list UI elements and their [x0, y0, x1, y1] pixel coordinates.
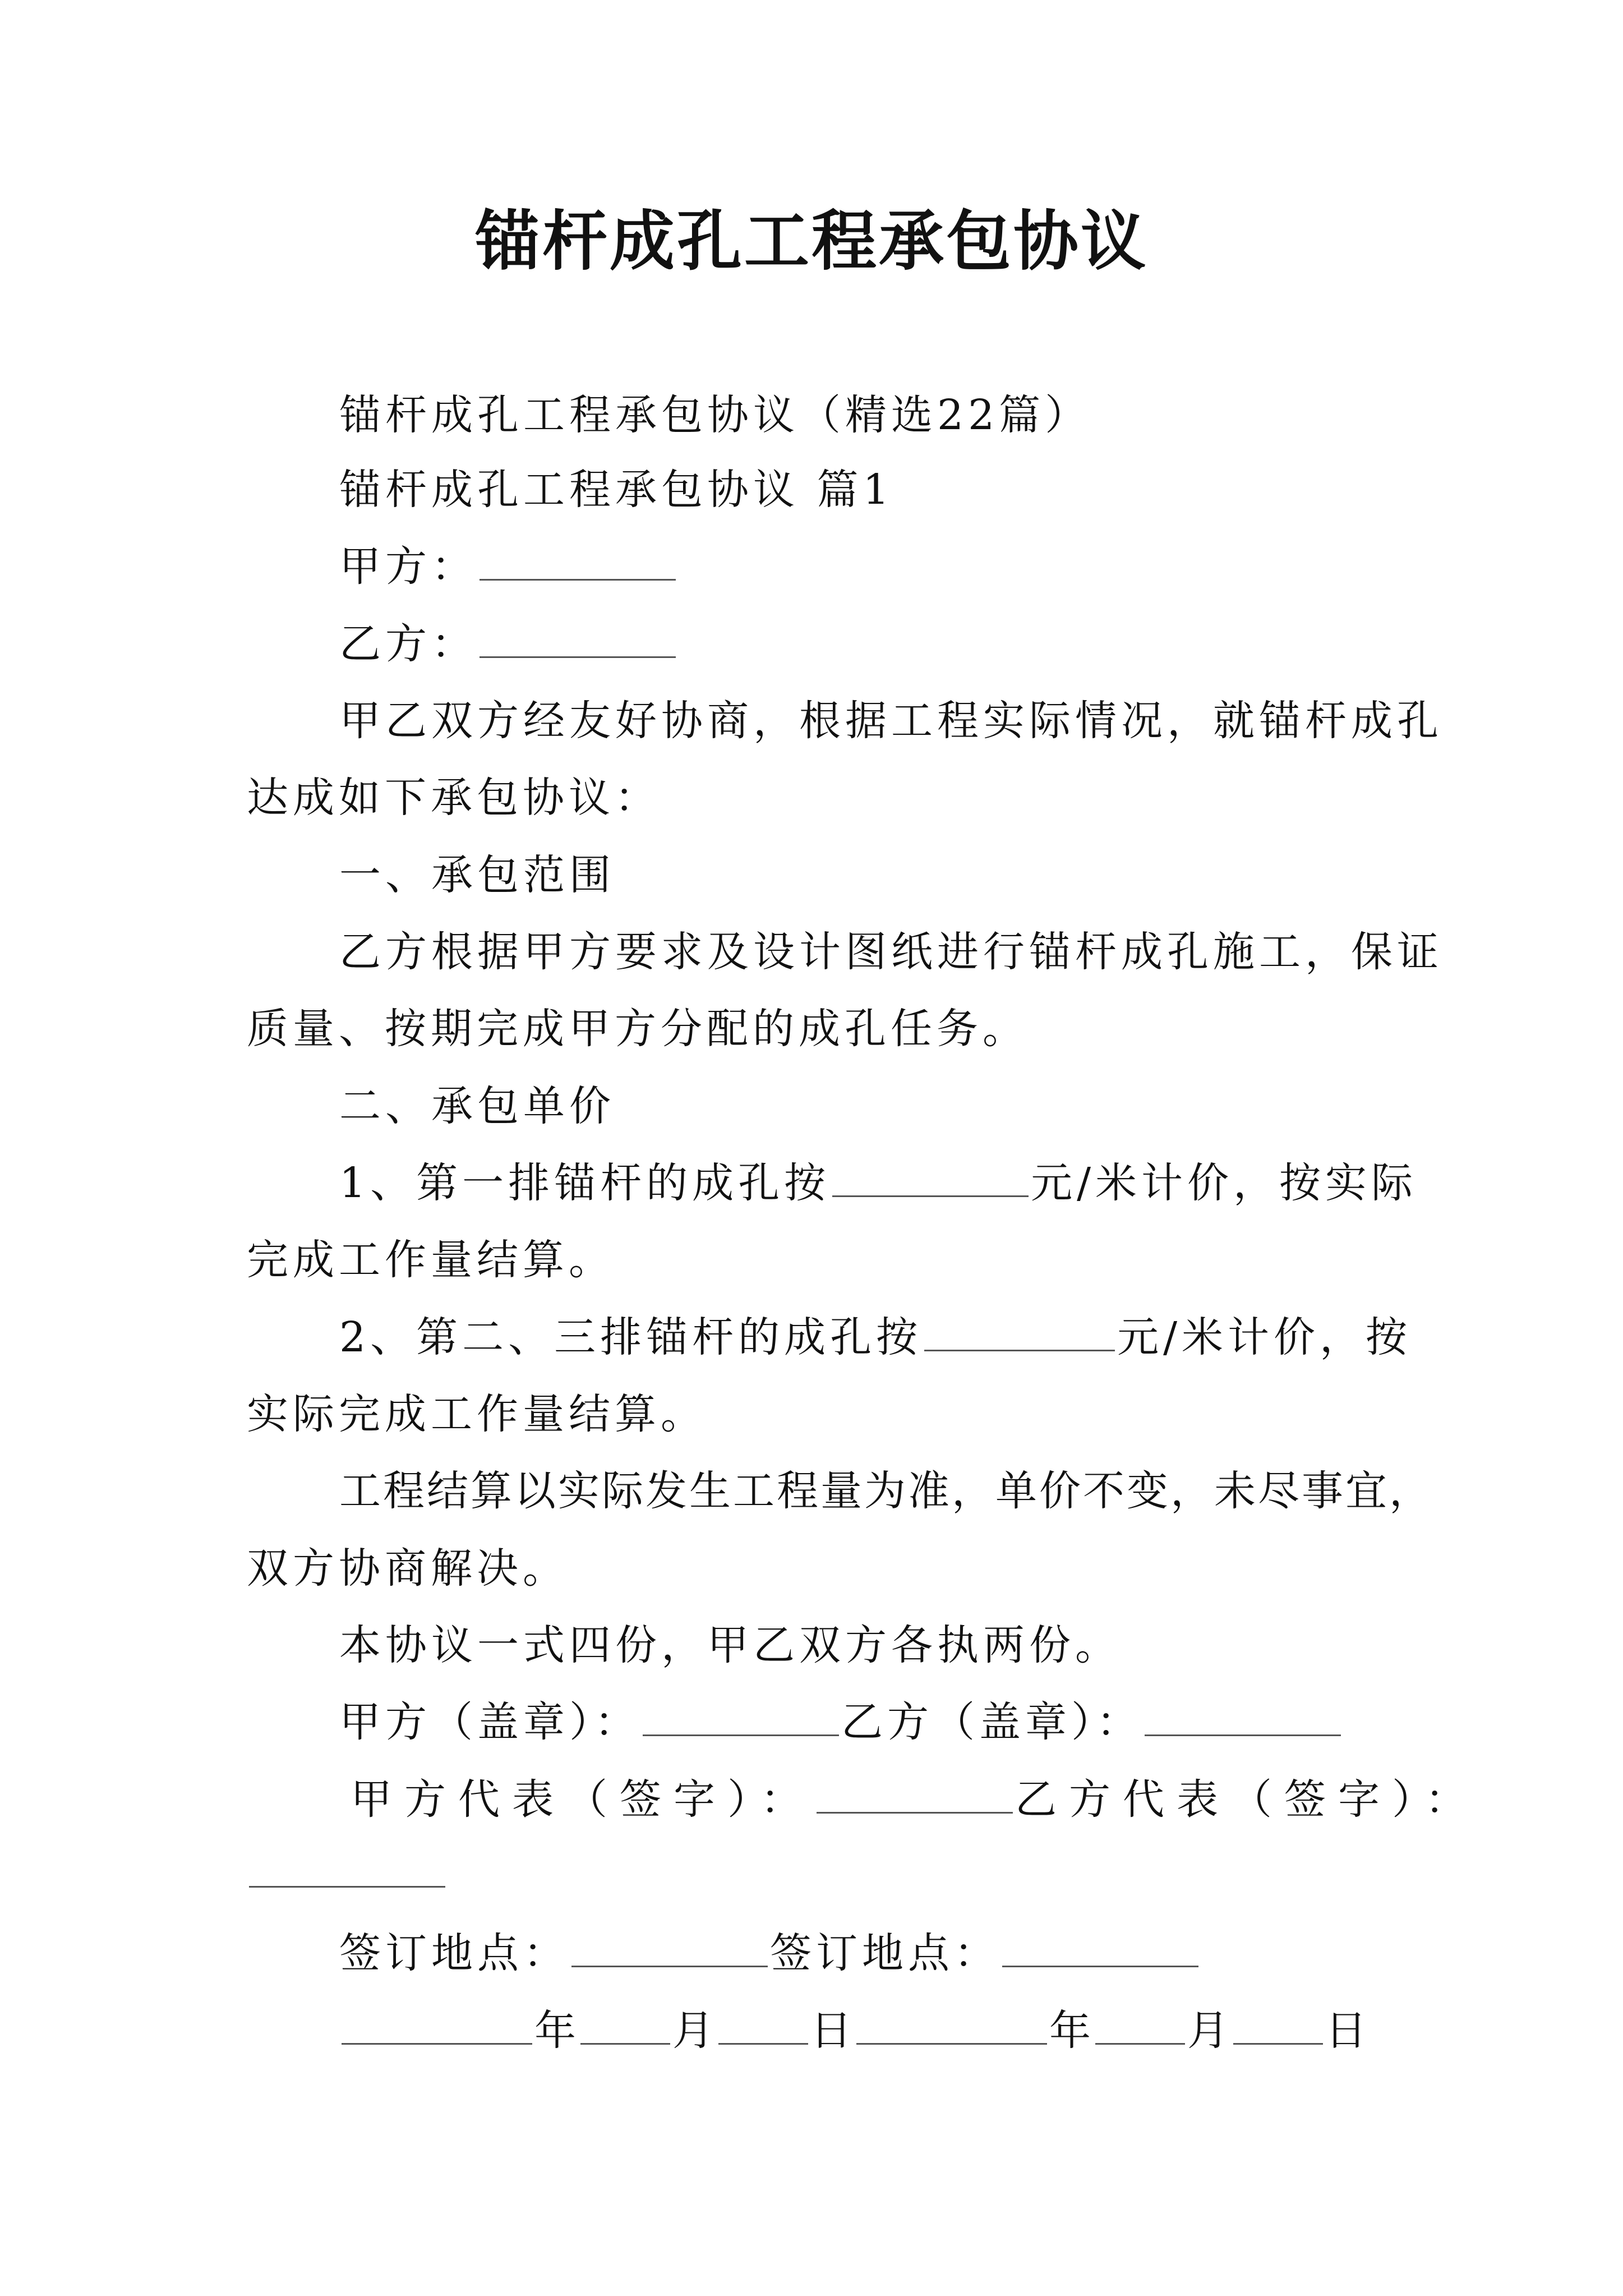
party-b-label: 乙方： — [339, 620, 477, 668]
item2-price-blank — [924, 1315, 1115, 1351]
item1-line-1 — [339, 1155, 1417, 1211]
section1-line-1: 乙方根据甲方要求及设计图纸进行锚杆成孔施工，保证 — [339, 928, 1443, 976]
subtitle: 锚杆成孔工程承包协议（精选22篇） — [339, 391, 1091, 439]
seal-a-label: 甲方（盖章）： — [339, 1698, 640, 1746]
place-a-label: 签订地点： — [339, 1929, 569, 1977]
place-line — [339, 1925, 1201, 1981]
intro-line-1: 甲乙双方经友好协商，根据工程实际情况，就锚杆成孔 — [339, 697, 1443, 745]
seal-b-label: 乙方（盖章）： — [841, 1698, 1142, 1746]
place-a-blank — [571, 1931, 768, 1967]
item1-price-blank — [832, 1161, 1029, 1197]
rep-b-label: 乙方代表（签字）： — [1015, 1775, 1479, 1824]
date-a-month-blank — [580, 2008, 670, 2045]
item1-line-2: 完成工作量结算。 — [247, 1236, 615, 1284]
party-a-label: 甲方： — [339, 542, 477, 591]
party-b-line — [339, 616, 678, 672]
seal-a-blank — [643, 1700, 839, 1736]
party-a-line — [339, 539, 678, 595]
place-b-blank — [1002, 1931, 1198, 1967]
item2-prefix: 2、第二、三排锚杆的成孔按 — [339, 1313, 923, 1361]
date-line — [339, 2003, 1369, 2059]
section1-heading: 一、承包范围 — [339, 851, 615, 899]
date-b-day-blank — [1233, 2008, 1323, 2045]
rep-b-blank-line — [247, 1846, 448, 1902]
date-a-day: 日 — [810, 2007, 854, 2055]
seal-b-blank — [1145, 1700, 1341, 1736]
section1-line-2: 质量、按期完成甲方分配的成孔任务。 — [247, 1005, 1029, 1053]
settle-line-2: 双方协商解决。 — [247, 1544, 569, 1593]
section2-heading: 二、承包单价 — [339, 1082, 615, 1130]
settle-line-1: 工程结算以实际发生工程量为准，单价不变，未尽事宜， — [339, 1467, 1433, 1515]
intro-line-2: 达成如下承包协议： — [247, 774, 661, 822]
party-b-blank — [479, 622, 676, 658]
date-b-year-blank — [856, 2008, 1047, 2045]
item2-line-2: 实际完成工作量结算。 — [247, 1390, 707, 1438]
rep-a-label: 甲方代表（签字）： — [351, 1775, 814, 1824]
date-b-year: 年 — [1049, 2007, 1093, 2055]
item2-suffix: 元/米计价，按 — [1117, 1313, 1412, 1361]
date-a-year-blank — [342, 2008, 532, 2045]
date-a-day-blank — [718, 2008, 808, 2045]
rep-b-blank — [249, 1851, 445, 1888]
item1-suffix: 元/米计价，按实际 — [1031, 1159, 1418, 1207]
item1-prefix: 1、第一排锚杆的成孔按 — [339, 1159, 831, 1207]
date-b-day: 日 — [1325, 2007, 1369, 2055]
date-a-year: 年 — [534, 2007, 578, 2055]
date-b-month: 月 — [1187, 2007, 1231, 2055]
place-b-label: 签订地点： — [770, 1929, 1000, 1977]
item2-line-1 — [339, 1309, 1412, 1365]
date-a-month: 月 — [672, 2007, 716, 2055]
date-b-month-blank — [1095, 2008, 1185, 2045]
article-heading: 锚杆成孔工程承包协议 篇1 — [339, 466, 894, 514]
document-title: 锚杆成孔工程承包协议 — [475, 203, 1148, 279]
representative-line — [351, 1772, 1479, 1828]
party-a-blank — [479, 544, 676, 581]
rep-a-blank — [817, 1777, 1013, 1814]
seal-line — [339, 1694, 1343, 1750]
copies-line: 本协议一式四份，甲乙双方各执两份。 — [339, 1621, 1121, 1669]
